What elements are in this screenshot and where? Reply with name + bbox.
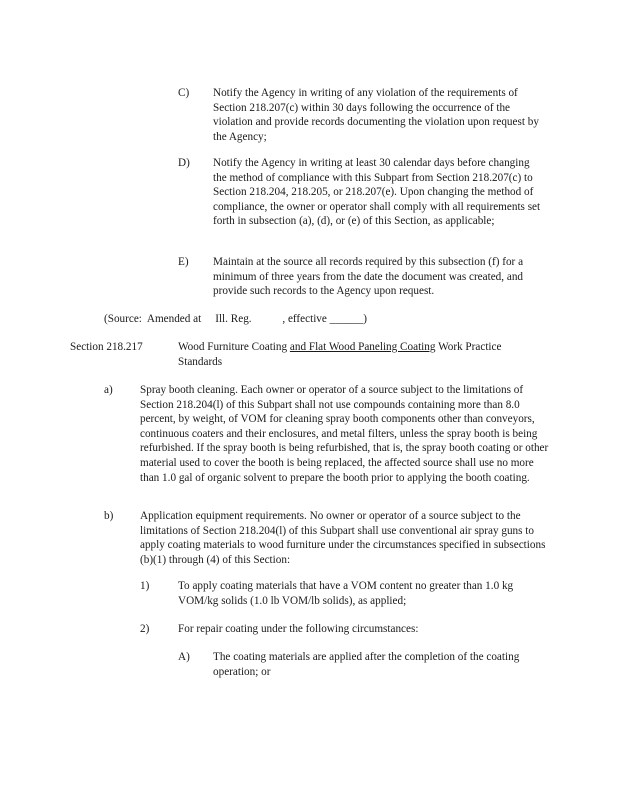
section-number: Section 218.217 [70,341,143,353]
item-text-e: Maintain at the source all records required by this subsection (f) for a minimum of three years from the date the document was created, and provide such records to the Agency upon request. [213,256,524,298]
item-label-e: E) [178,256,189,268]
section-title-part: Work Practice Standards [178,341,502,368]
item-text-b2: For repair coating under the following circumstances: [178,623,419,635]
item-text-a: Spray booth cleaning. Each owner or operator of a source subject to the limitations of Section 218.204(l) of this Subpart shall not use compounds containing more than 8.0 percent, by weight, of VOM for cleaning spray booth components other than conveyors, continuous coaters and their enclosures, and metal filters, unless the spray booth is being refurbished. If the spray booth is being refurbished, that is, the spray booth coating or other material used to cover the booth is being replaced, the affected source shall use no more than 1.0 gal of organic solvent to prepare the booth prior to applying the booth coating. [140,384,549,484]
section-title-amendment: and Flat Wood Paneling Coating [289,341,436,353]
item-text-b1: To apply coating materials that have a VOM content no greater than 1.0 kg VOM/kg solids (1.0 lb VOM/lb solids), as applied; [178,580,514,607]
item-text-c: Notify the Agency in writing of any violation of the requirements of Section 218.207(c) within 30 days following the occurrence of the violation and provide records documenting the violation upon request by the Agency; [213,87,539,143]
item-label-b2: 2) [140,623,150,635]
item-label-b1: 1) [140,580,150,592]
item-label-b2a: A) [178,651,190,663]
item-label-d: D) [178,157,190,169]
item-label-a: a) [104,384,113,396]
item-label-b: b) [104,510,114,522]
section-title [178,340,538,369]
item-text-b: Application equipment requirements. No owner or operator of a source subject to the limitations of Section 218.204(l) of this Subpart shall use conventional air spray guns to apply coating materials to wood furniture under the circumstances specified in subsections (b)(1) through (4) of this Section: [140,510,546,566]
source-note: (Source: Amended at Ill. Reg. , effective ______) [104,313,367,325]
section-title-part: Wood Furniture Coating [178,341,290,353]
item-text-b2a: The coating materials are applied after the completion of the coating operation; or [213,651,520,678]
item-text-d: Notify the Agency in writing at least 30 calendar days before changing the method of compliance with this Subpart from Section 218.207(c) to Section 218.204, 218.205, or 218.207(e). Upon changing the method of compliance, the owner or operator shall comply with all requirements set forth in subsection (a), (d), or (e) of this Section, as applicable; [213,157,541,228]
item-label-c: C) [178,87,190,99]
